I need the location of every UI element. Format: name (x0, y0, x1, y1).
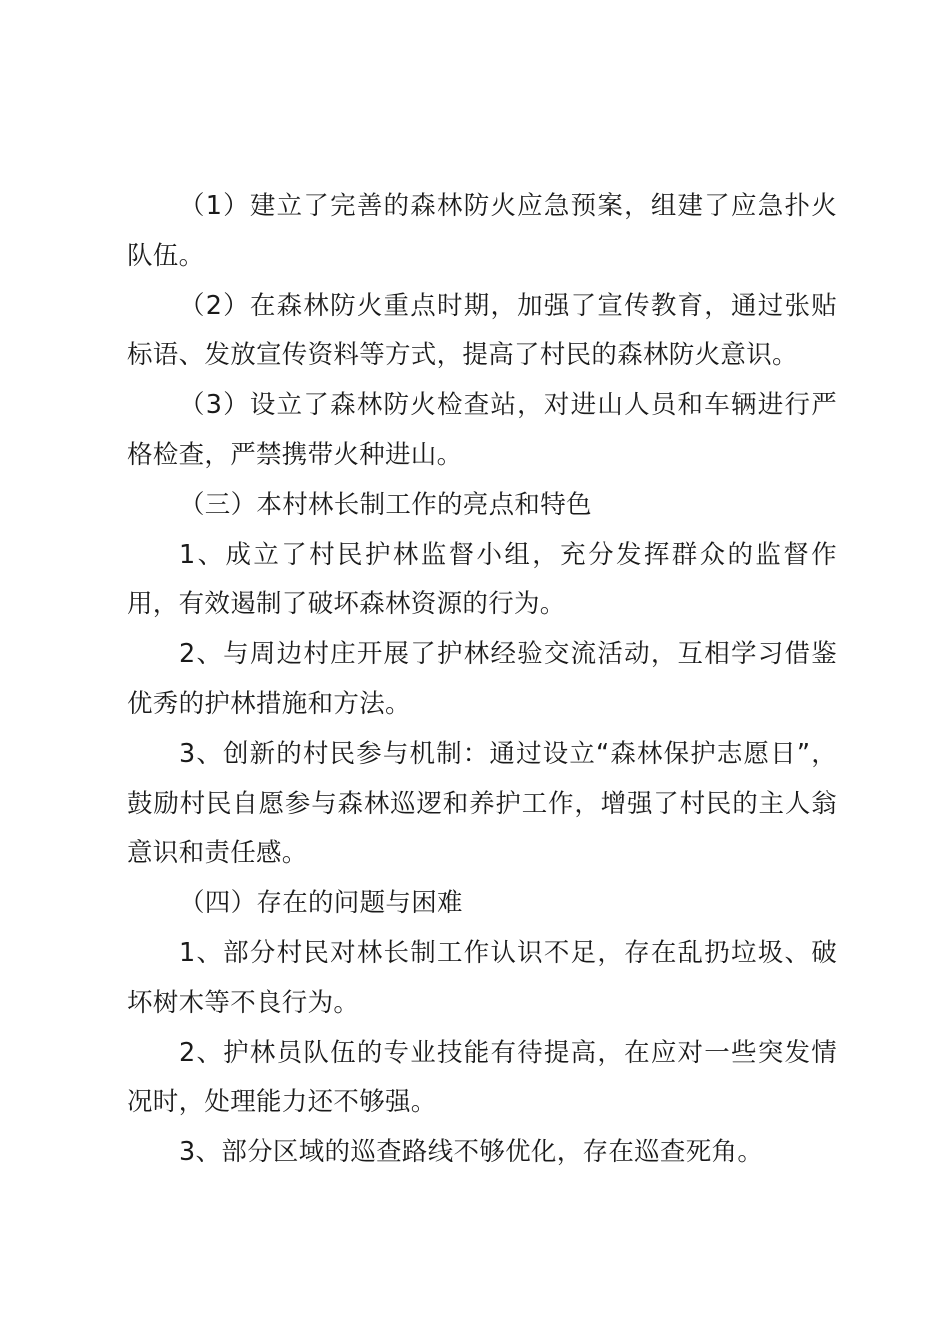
document-body (127, 182, 837, 1178)
paragraph-volunteer-day: 3、创新的村民参与机制：通过设立“森林保护志愿日”，鼓励村民自愿参与森林巡逻和养护工作，增强了村民的主人翁意识和责任感。 (127, 738, 837, 869)
paragraph-patrol-route-issue: 3、部分区域的巡查路线不够优化，存在巡查死角。 (179, 1137, 764, 1168)
paragraph-supervision-group: 1、成立了村民护林监督小组，充分发挥群众的监督作用，有效遏制了破坏森林资源的行为。 (127, 539, 837, 620)
section-heading-problems: （四）存在的问题与困难 (179, 888, 463, 919)
paragraph-emergency-plan: （1）建立了完善的森林防火应急预案，组建了应急扑火队伍。 (127, 191, 837, 271)
paragraph-publicity-education: （2）在森林防火重点时期，加强了宣传教育，通过张贴标语、发放宣传资料等方式，提高了村民的森林防火意识。 (127, 290, 837, 371)
paragraph-skills-issue: 2、护林员队伍的专业技能有待提高，在应对一些突发情况时，处理能力还不够强。 (127, 1037, 837, 1118)
paragraph-checkpoint: （3）设立了森林防火检查站，对进山人员和车辆进行严格检查，严禁携带火种进山。 (127, 390, 837, 470)
section-heading-highlights: （三）本村林长制工作的亮点和特色 (179, 489, 592, 520)
paragraph-awareness-issue: 1、部分村民对林长制工作认识不足，存在乱扔垃圾、破坏树木等不良行为。 (127, 937, 837, 1018)
paragraph-experience-exchange: 2、与周边村庄开展了护林经验交流活动，互相学习借鉴优秀的护林措施和方法。 (127, 639, 837, 719)
